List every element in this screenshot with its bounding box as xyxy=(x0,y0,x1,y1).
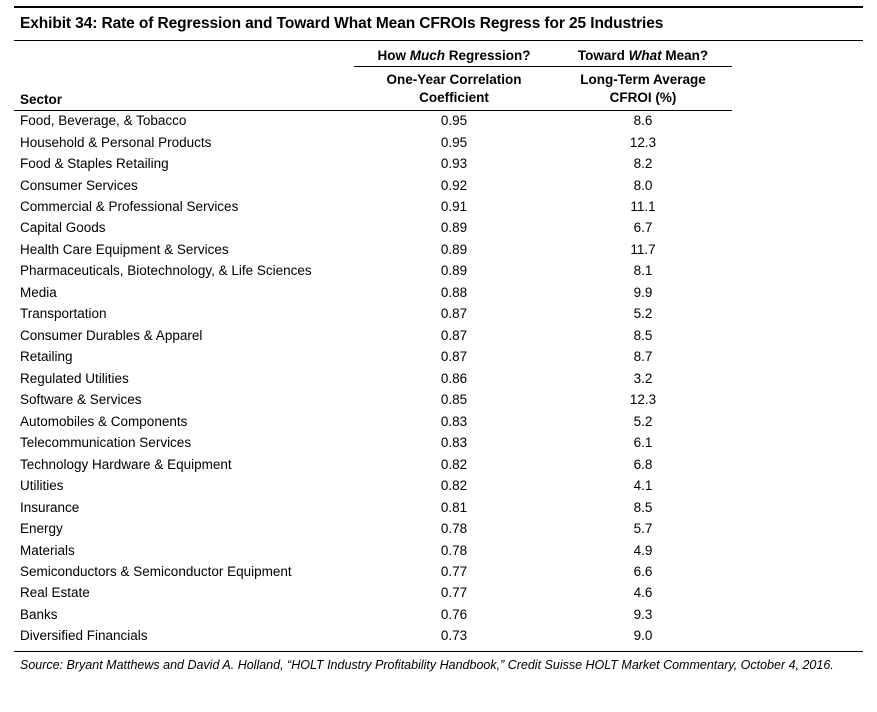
group-header-how-much-label: How Much Regression? xyxy=(377,48,531,63)
cell-correlation: 0.82 xyxy=(440,456,468,472)
cell-pad xyxy=(732,476,863,497)
cell-mean: 9.9 xyxy=(633,284,653,300)
cell-sector: Media xyxy=(20,284,57,300)
cell-pad xyxy=(732,540,863,561)
cell-correlation: 0.89 xyxy=(440,263,468,279)
cell-sector: Pharmaceuticals, Biotechnology, & Life Sciences xyxy=(20,263,312,279)
table-row xyxy=(14,368,863,389)
cell-sector: Materials xyxy=(20,542,75,558)
cell-pad xyxy=(732,132,863,153)
table-row xyxy=(14,561,863,582)
table-row xyxy=(14,454,863,475)
cell-mean: 9.3 xyxy=(633,606,653,622)
table-row xyxy=(14,476,863,497)
cell-pad xyxy=(732,304,863,325)
group-header-pad xyxy=(732,41,863,67)
cell-pad xyxy=(732,325,863,346)
cell-sector: Automobiles & Components xyxy=(20,413,188,429)
table-row xyxy=(14,110,863,132)
table-row xyxy=(14,411,863,432)
column-header-mean-line1: Long-Term Average xyxy=(580,72,706,87)
group-header-toward-what-label: Toward What Mean? xyxy=(577,48,709,63)
cell-mean: 4.6 xyxy=(633,585,653,601)
exhibit-page xyxy=(0,6,877,712)
cell-sector: Health Care Equipment & Services xyxy=(20,241,229,257)
table-row xyxy=(14,626,863,647)
cell-pad xyxy=(732,175,863,196)
cell-sector: Consumer Durables & Apparel xyxy=(20,327,203,343)
table-row xyxy=(14,347,863,368)
cell-mean: 8.6 xyxy=(633,113,653,129)
cell-pad xyxy=(732,282,863,303)
cell-sector: Diversified Financials xyxy=(20,628,148,644)
cell-correlation: 0.87 xyxy=(440,306,468,322)
cell-mean: 9.0 xyxy=(633,628,653,644)
cell-correlation: 0.86 xyxy=(440,370,468,386)
cell-pad xyxy=(732,497,863,518)
regression-table xyxy=(14,41,863,647)
cell-sector: Real Estate xyxy=(20,585,90,601)
cell-sector: Software & Services xyxy=(20,392,142,408)
table-row xyxy=(14,325,863,346)
cell-sector: Transportation xyxy=(20,306,107,322)
cell-pad xyxy=(732,433,863,454)
cell-mean: 6.7 xyxy=(633,220,653,236)
table-row xyxy=(14,433,863,454)
cell-correlation: 0.95 xyxy=(440,113,468,129)
table-row xyxy=(14,497,863,518)
table-row xyxy=(14,604,863,625)
cell-pad xyxy=(732,626,863,647)
cell-pad xyxy=(732,561,863,582)
cell-pad xyxy=(732,454,863,475)
source-note: Source: Bryant Matthews and David A. Holland, “HOLT Industry Profitability Handbook,” Credit Suisse HOLT Market Commentary, October 4, 2016. xyxy=(20,658,834,673)
cell-correlation: 0.82 xyxy=(440,478,468,494)
cell-correlation: 0.83 xyxy=(440,413,468,429)
table-row xyxy=(14,154,863,175)
cell-mean: 8.1 xyxy=(633,263,653,279)
cell-pad xyxy=(732,347,863,368)
column-header-pad xyxy=(732,67,863,110)
cell-sector: Technology Hardware & Equipment xyxy=(20,456,232,472)
table-row xyxy=(14,132,863,153)
table-row xyxy=(14,390,863,411)
cell-mean: 5.2 xyxy=(633,413,653,429)
cell-pad xyxy=(732,261,863,282)
table-head xyxy=(14,41,863,110)
table-row xyxy=(14,583,863,604)
cell-pad xyxy=(732,110,863,132)
cell-pad xyxy=(732,218,863,239)
cell-correlation: 0.89 xyxy=(440,241,468,257)
cell-mean: 6.6 xyxy=(633,563,653,579)
table-row xyxy=(14,304,863,325)
cell-pad xyxy=(732,604,863,625)
cell-mean: 12.3 xyxy=(629,392,657,408)
cell-sector: Retailing xyxy=(20,349,73,365)
table-row xyxy=(14,218,863,239)
cell-mean: 5.7 xyxy=(633,521,653,537)
cell-sector: Commercial & Professional Services xyxy=(20,199,239,214)
cell-pad xyxy=(732,154,863,175)
column-header-correlation-line1: One-Year Correlation xyxy=(386,72,522,87)
cell-mean: 3.2 xyxy=(633,370,653,386)
cell-pad xyxy=(732,239,863,260)
cell-mean: 4.1 xyxy=(633,478,653,494)
cell-correlation: 0.77 xyxy=(440,563,468,579)
table-row xyxy=(14,282,863,303)
cell-sector: Household & Personal Products xyxy=(20,134,212,150)
cell-correlation: 0.73 xyxy=(440,628,468,644)
cell-correlation: 0.91 xyxy=(440,199,468,214)
table-row xyxy=(14,261,863,282)
group-header-toward-what xyxy=(554,41,732,67)
cell-sector: Food & Staples Retailing xyxy=(20,156,169,172)
cell-sector: Regulated Utilities xyxy=(20,370,129,386)
cell-correlation: 0.87 xyxy=(440,327,468,343)
cell-sector: Insurance xyxy=(20,499,80,515)
cell-correlation: 0.85 xyxy=(440,392,468,408)
cell-mean: 11.7 xyxy=(630,241,656,257)
column-header-sector: Sector xyxy=(20,91,63,107)
cell-correlation: 0.93 xyxy=(440,156,468,172)
column-header-correlation-line2: Coefficient xyxy=(419,89,489,105)
cell-correlation: 0.83 xyxy=(440,435,468,451)
cell-mean: 11.1 xyxy=(630,199,656,214)
cell-pad xyxy=(732,519,863,540)
column-header-correlation xyxy=(354,67,554,110)
cell-pad xyxy=(732,390,863,411)
column-header-mean xyxy=(554,67,732,110)
cell-pad xyxy=(732,583,863,604)
cell-mean: 8.7 xyxy=(633,349,653,365)
table-row xyxy=(14,175,863,196)
cell-sector: Banks xyxy=(20,606,58,622)
table-row xyxy=(14,197,863,218)
cell-correlation: 0.88 xyxy=(440,284,468,300)
cell-sector: Utilities xyxy=(20,478,64,494)
cell-mean: 8.5 xyxy=(633,327,653,343)
cell-sector: Consumer Services xyxy=(20,177,138,193)
cell-correlation: 0.81 xyxy=(440,499,468,515)
table-row xyxy=(14,519,863,540)
cell-mean: 6.8 xyxy=(633,456,653,472)
cell-mean: 8.0 xyxy=(633,177,653,193)
cell-sector: Semiconductors & Semiconductor Equipment xyxy=(20,563,292,579)
group-header-how-much xyxy=(354,41,554,67)
column-header-mean-line2: CFROI (%) xyxy=(609,89,677,105)
cell-mean: 12.3 xyxy=(629,134,657,150)
cell-mean: 8.2 xyxy=(633,156,653,172)
cell-correlation: 0.95 xyxy=(440,134,468,150)
cell-sector: Capital Goods xyxy=(20,220,106,236)
cell-sector: Energy xyxy=(20,521,63,537)
cell-mean: 4.9 xyxy=(633,542,653,558)
cell-pad xyxy=(732,411,863,432)
cell-pad xyxy=(732,368,863,389)
cell-mean: 8.5 xyxy=(633,499,653,515)
cell-correlation: 0.78 xyxy=(440,542,468,558)
table-body xyxy=(14,110,863,647)
cell-pad xyxy=(732,197,863,218)
table-row xyxy=(14,540,863,561)
cell-correlation: 0.78 xyxy=(440,521,468,537)
cell-correlation: 0.92 xyxy=(440,177,468,193)
page-title: Exhibit 34: Rate of Regression and Toward What Mean CFROIs Regress for 25 Industries xyxy=(20,15,664,32)
cell-correlation: 0.87 xyxy=(440,349,468,365)
cell-correlation: 0.77 xyxy=(440,585,468,601)
cell-correlation: 0.89 xyxy=(440,220,468,236)
cell-mean: 5.2 xyxy=(633,306,653,322)
cell-mean: 6.1 xyxy=(633,435,653,451)
cell-correlation: 0.76 xyxy=(440,606,468,622)
cell-sector: Food, Beverage, & Tobacco xyxy=(20,113,187,129)
group-header-blank xyxy=(14,41,354,67)
table-row xyxy=(14,239,863,260)
cell-sector: Telecommunication Services xyxy=(20,435,192,451)
